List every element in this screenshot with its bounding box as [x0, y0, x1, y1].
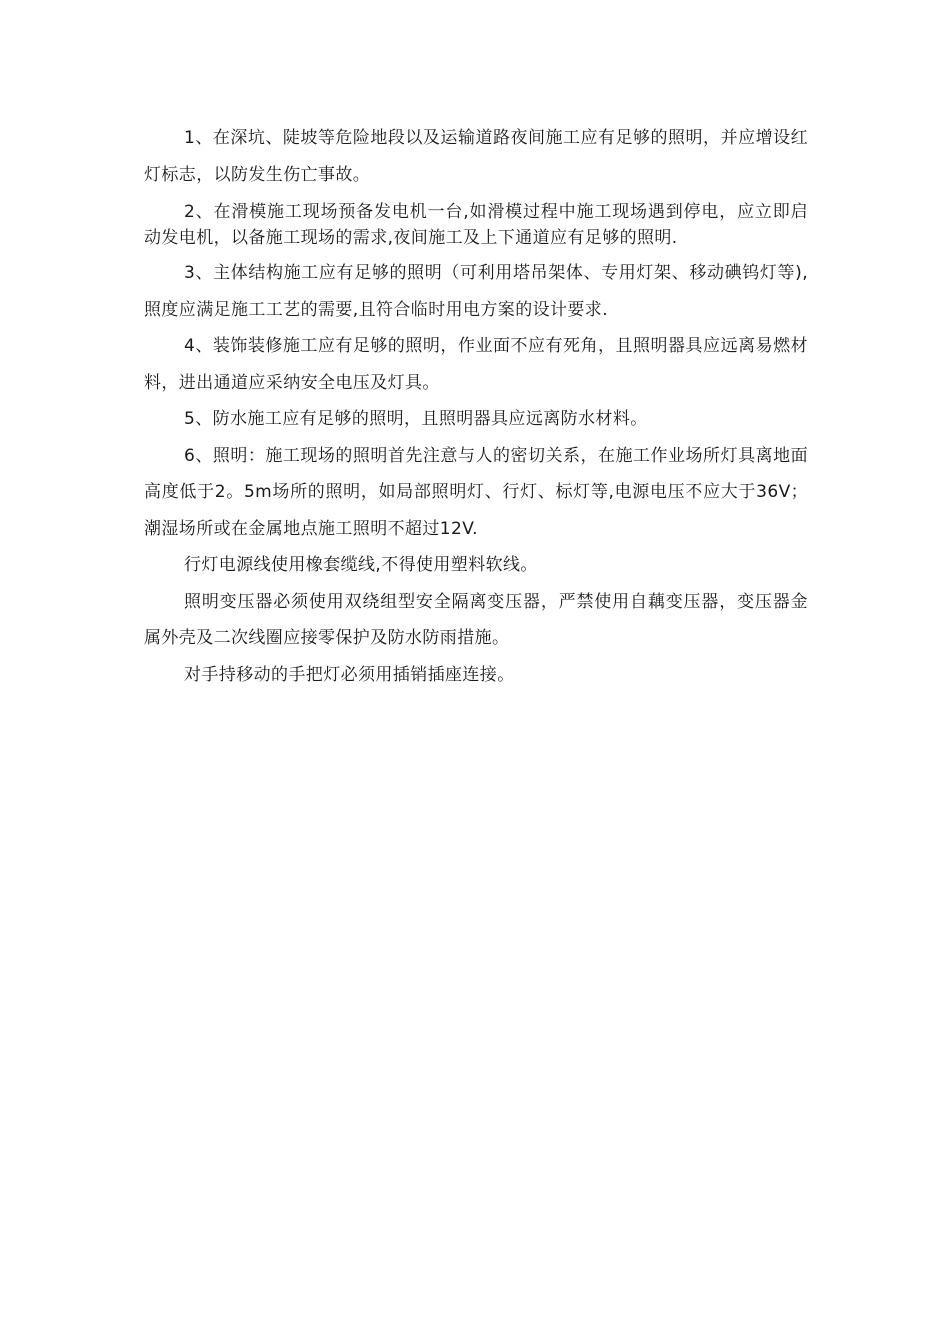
paragraph-3: 3、主体结构施工应有足够的照明（可利用塔吊架体、专用灯架、移动碘钨灯等),照度应满足施工工艺的需要,且符合临时用电方案的设计要求.: [144, 263, 808, 320]
paragraph-5: 5、防水施工应有足够的照明，且照明器具应远离防水材料。: [184, 409, 648, 429]
paragraph-4: 4、装饰装修施工应有足够的照明，作业面不应有死角，且照明器具应远离易燃材料，进出通道应采纳安全电压及灯具。: [144, 336, 808, 393]
paragraph-6: 6、照明：施工现场的照明首先注意与人的密切关系，在施工作业场所灯具离地面高度低于2。5m场所的照明，如局部照明灯、行灯、标灯等,电源电压不应大于36V；潮湿场所或在金属地点施工照明不超过12V.: [144, 445, 808, 539]
paragraph-9: 对手持移动的手把灯必须用插销插座连接。: [184, 664, 515, 685]
document-body: [144, 120, 808, 693]
paragraph-2: 2、在滑模施工现场预备发电机一台,如滑模过程中施工现场遇到停电，应立即启动发电机，以备施工现场的需求,夜间施工及上下通道应有足够的照明.: [144, 202, 808, 248]
paragraph-1: 1、在深坑、陡坡等危险地段以及运输道路夜间施工应有足够的照明，并应增设红灯标志，以防发生伤亡事故。: [144, 128, 808, 185]
paragraph-8: 照明变压器必须使用双绕组型安全隔离变压器，严禁使用自藕变压器，变压器金属外壳及二次线圈应接零保护及防水防雨措施。: [144, 591, 808, 648]
paragraph-7: 行灯电源线使用橡套缆线,不得使用塑料软线。: [184, 555, 538, 575]
